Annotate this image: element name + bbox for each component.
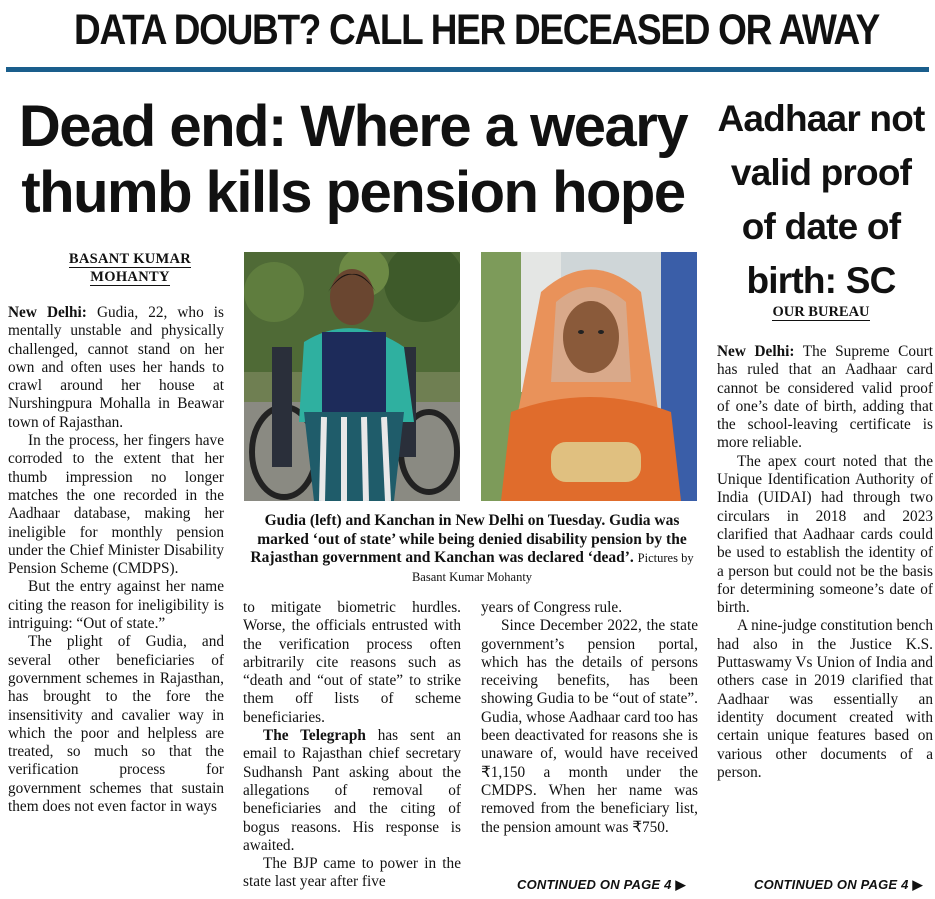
- paragraph: [717, 343, 933, 453]
- main-byline: [30, 250, 230, 286]
- paragraph: [243, 727, 461, 855]
- article-column-2: [243, 599, 461, 892]
- dateline: New Delhi:: [8, 304, 87, 321]
- article-column-1: [8, 304, 224, 816]
- dateline: New Delhi:: [717, 343, 795, 360]
- kicker-headline: DATA DOUBT? CALL HER DECEASED OR AWAY: [74, 6, 879, 54]
- side-byline: [712, 304, 930, 321]
- side-headline: Aadhaar not valid proof of date of birth: SC: [717, 98, 925, 301]
- paragraph: The BJP came to power in the state last year after five: [243, 855, 461, 891]
- photo-gudia-image: [244, 252, 460, 501]
- paragraph: to mitigate biometric hurdles. Worse, the officials entrusted with the verification process often arbitrarily cite reasons such as “death and “out of state” to strike them off lists of scheme beneficiaries.: [243, 599, 461, 726]
- paragraph: In the process, her fingers have corroded to the extent that her thumb impression no longer matches the one recorded in the Aadhaar database, making her ineligible for monthly pension under the Chief Minister Disability Pension Scheme (CMDPS).: [8, 432, 224, 578]
- caption-text: Gudia (left) and Kanchan in New Delhi on Tuesday. Gudia was marked ‘out of state’ while being denied disability pension by the Rajasthan government and Kanchan was declared ‘dead’.: [250, 512, 687, 566]
- paragraph: years of Congress rule.: [481, 599, 623, 616]
- paragraph: The apex court noted that the Unique Identification Authority of India (UIDAI) had through two circulars in 2018 and 2023 clarified that Aadhaar cards could be used to establish the identity of a person but could not be the basis for determining someone’s date of birth.: [717, 452, 933, 617]
- main-headline: Dead end: Where a weary thumb kills pension hope: [18, 94, 688, 225]
- paragraph: A nine-judge constitution bench had also in the Justice K.S. Puttaswamy Vs Union of India and others case in 2019 clarified that Aadhaar was essentially an identity document created with certain unique features based on various other documents of a person.: [717, 617, 933, 781]
- paragraph: [8, 304, 224, 432]
- paragraph-text: has sent an email to Rajasthan chief secretary Sudhansh Pant asking about the allegations of removal of beneficiaries and the citing of bogus reasons. His response is awaited.: [243, 727, 461, 854]
- side-byline-text: OUR BUREAU: [772, 304, 870, 320]
- publication-name: The Telegraph: [263, 727, 366, 745]
- paragraph: The plight of Gudia, and several other beneficiaries of government schemes in Rajasthan, has brought to the fore the insensitivity and cavalier way in which the poor and helpless are treated, so much so that the verification process for government schemes that sustain them does not even factor in ways: [8, 633, 224, 816]
- triangle-right-icon: ▶: [912, 877, 923, 892]
- triangle-right-icon: ▶: [675, 877, 686, 892]
- article-column-3: [481, 599, 698, 837]
- paragraph: Since December 2022, the state government’s pension portal, which has the details of persons receiving benefits, has been showing Gudia to be “out of state”. Gudia, whose Aadhaar card too has been deactivated for reasons she is unaware of, would have received ₹1,150 a month under the CMDPS. When her name was removed from the beneficiary list, the pension amount was ₹750.: [481, 617, 698, 836]
- photo-kanchan-image: [481, 252, 697, 501]
- side-article-column: [717, 343, 933, 782]
- photo-credit: Pictures by Basant Kumar Mohanty: [411, 551, 694, 584]
- photo-kanchan: [481, 252, 697, 501]
- paragraph: But the entry against her name citing the reason for ineligibility is intriguing: “Out of state.”: [8, 578, 224, 633]
- photo-caption: [244, 512, 700, 586]
- continued-label: CONTINUED ON PAGE 4: [517, 877, 672, 892]
- byline-line-1: BASANT KUMAR: [68, 251, 192, 267]
- photo-gudia: [244, 252, 460, 501]
- paragraph-text: Gudia, 22, who is mentally unstable and physically challenged, cannot stand on her own and often uses her hands to crawl around her house at Nurshingpura Mohalla in Beawar town of Rajasthan.: [8, 304, 224, 431]
- section-rule: [6, 67, 929, 72]
- continued-label: CONTINUED ON PAGE 4: [754, 877, 909, 892]
- byline-line-2: MOHANTY: [90, 269, 170, 285]
- continued-link-side[interactable]: [754, 877, 923, 893]
- continued-link-main[interactable]: [517, 877, 686, 893]
- paragraph-text: The Supreme Court has ruled that an Aadhaar card cannot be considered valid proof of one’s date of birth, adding that the school-leaving certificate is more reliable.: [717, 343, 933, 452]
